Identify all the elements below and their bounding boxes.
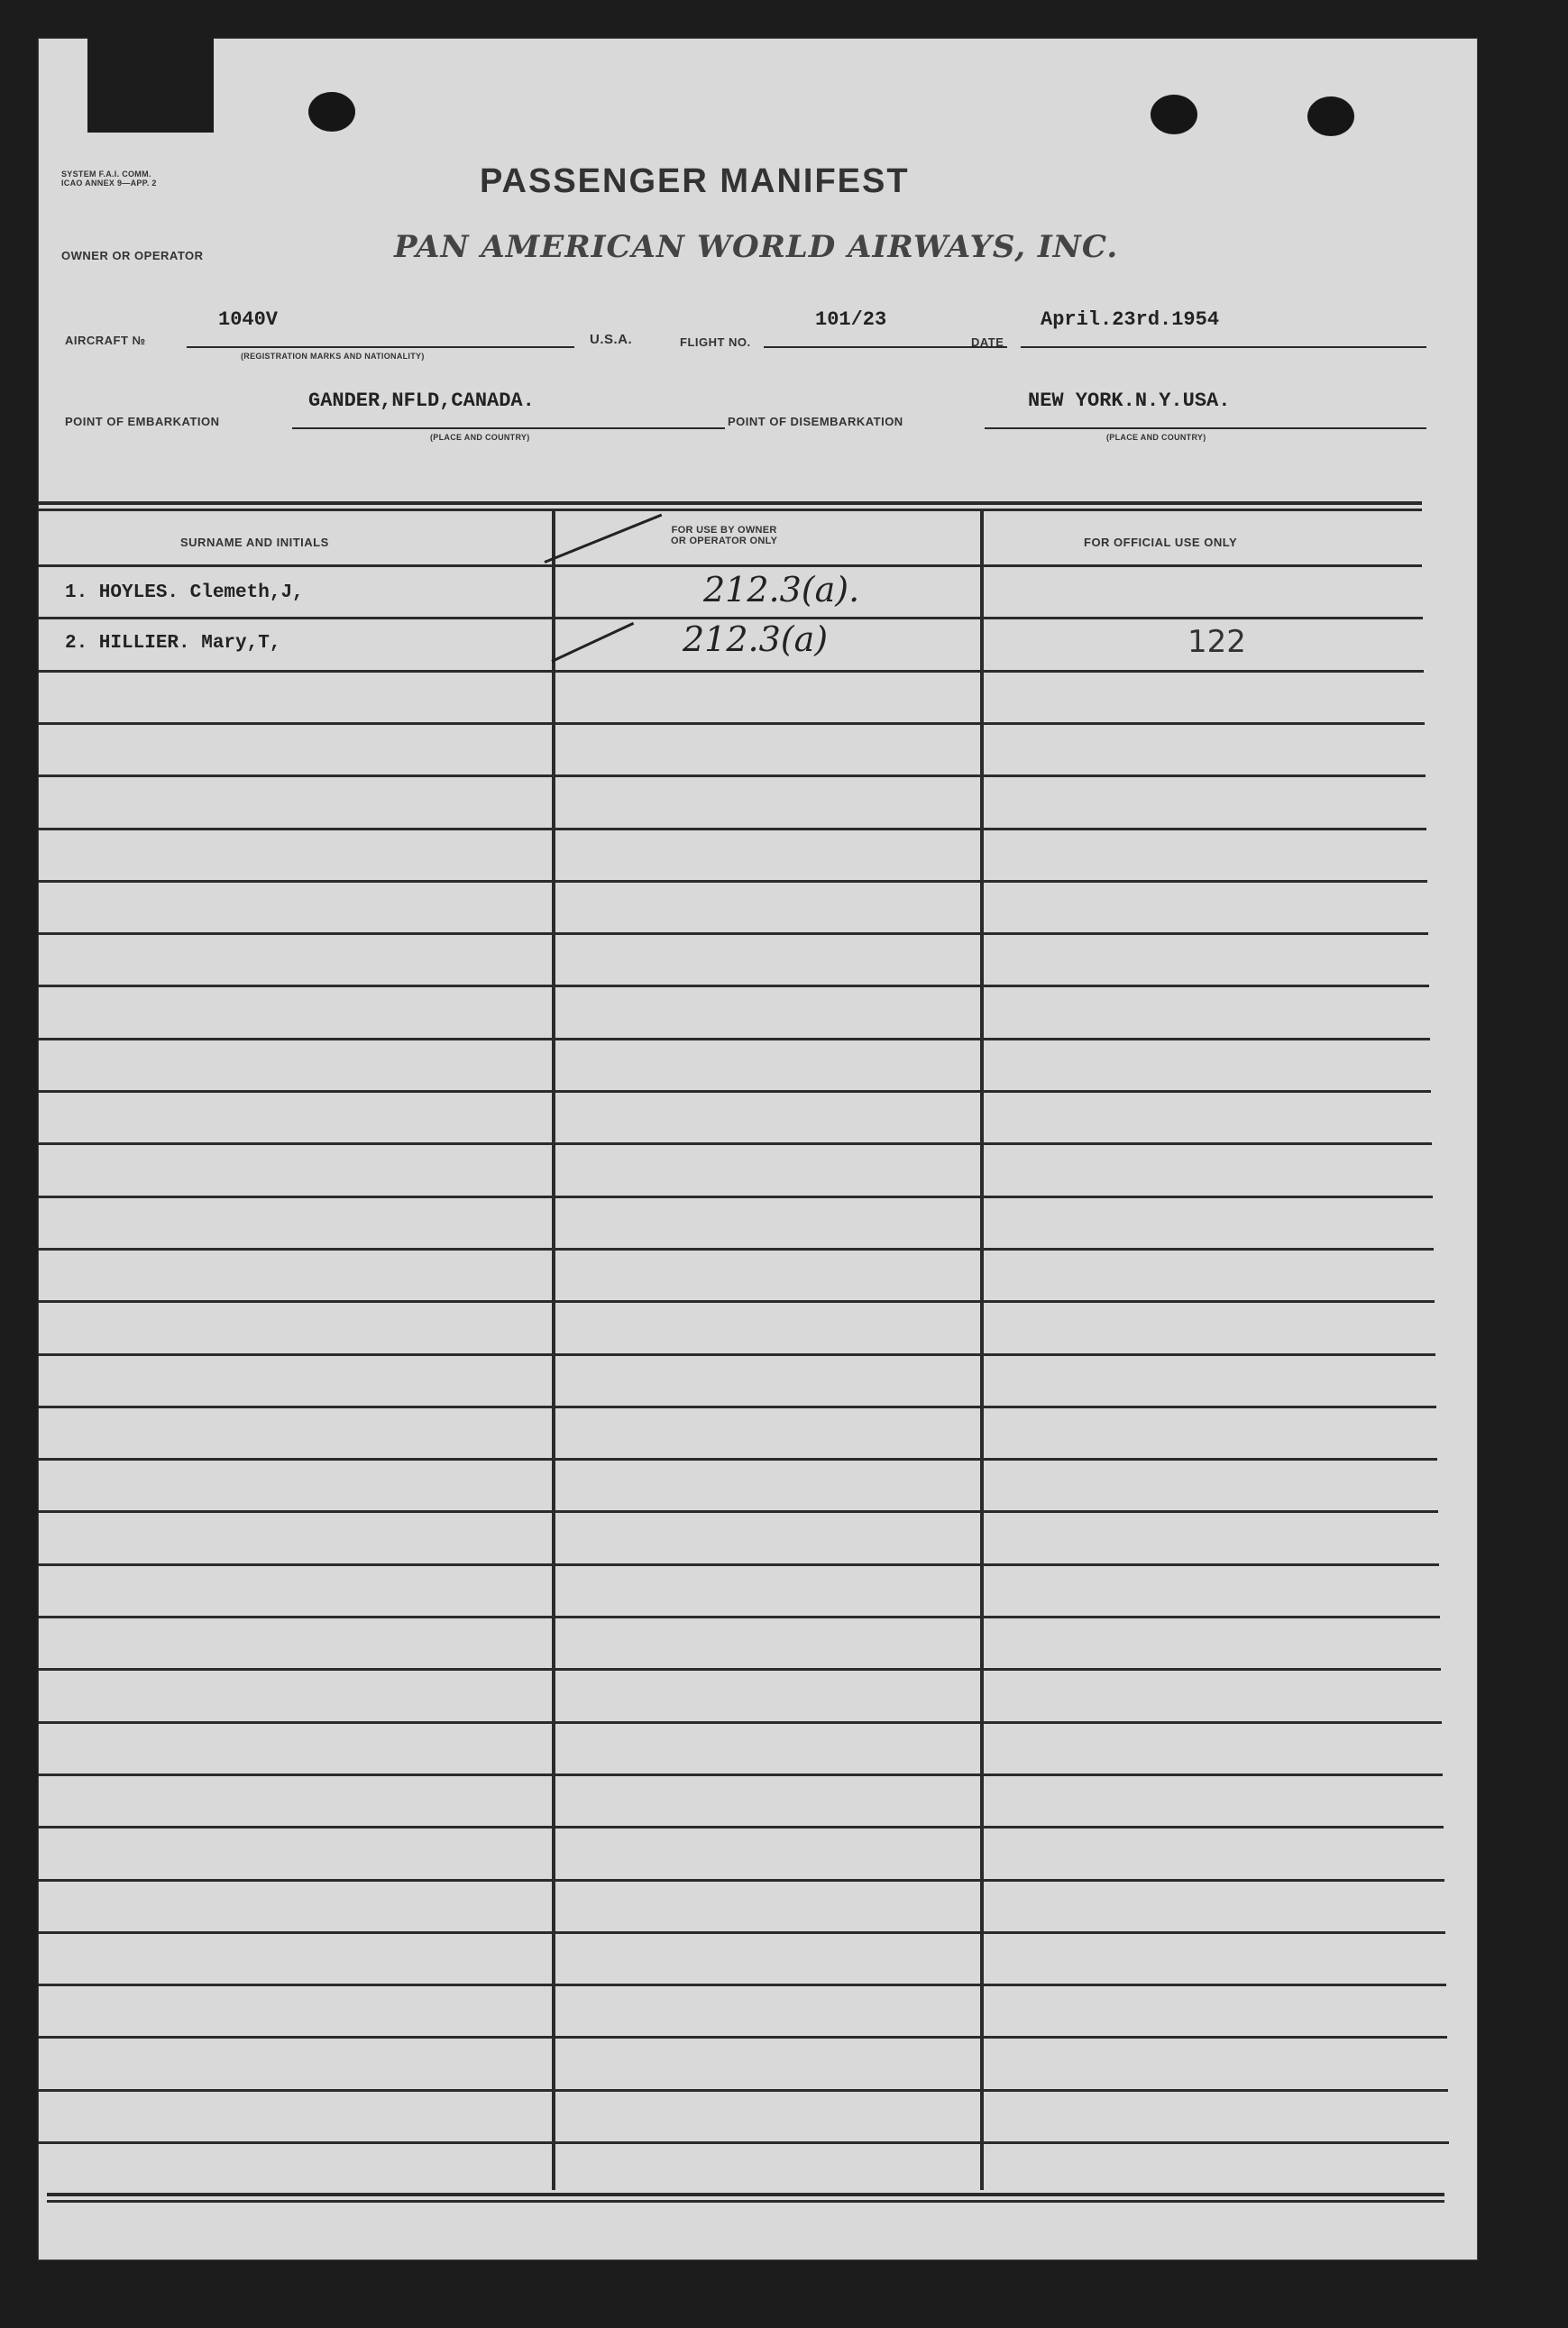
check-mark-2	[551, 622, 634, 663]
table-row-line	[38, 2141, 1449, 2144]
table-row-line	[38, 1300, 1435, 1303]
disembark-underline	[985, 427, 1426, 429]
table-row-line	[38, 1826, 1444, 1828]
table-row-line	[38, 985, 1429, 987]
embark-label: POINT OF EMBARKATION	[65, 415, 220, 428]
table-top-rule	[38, 501, 1422, 505]
table-row-line	[38, 1090, 1431, 1093]
table-row-line	[38, 774, 1426, 777]
table-row-line	[38, 828, 1426, 830]
col-header-official: FOR OFFICIAL USE ONLY	[1084, 536, 1238, 549]
manifest-page	[38, 38, 1478, 2260]
table-row-line	[38, 1563, 1439, 1566]
table-row-line	[38, 1142, 1432, 1145]
usa-label: U.S.A.	[590, 332, 633, 347]
aircraft-label: AIRCRAFT №	[65, 334, 146, 347]
table-row-line	[38, 1248, 1434, 1251]
passenger-name-2: 2. HILLIER. Mary,T,	[65, 633, 281, 654]
disembark-value: NEW YORK.N.Y.USA.	[1028, 390, 1231, 412]
table-row-line	[38, 1353, 1435, 1356]
table-row-line	[38, 2036, 1447, 2039]
col-header-operator-line2: OR OPERATOR ONLY	[671, 536, 778, 546]
table-row-line	[38, 1668, 1441, 1671]
table-row-line	[38, 2089, 1448, 2092]
punch-hole	[1151, 95, 1197, 134]
owner-label: OWNER OR OPERATOR	[61, 249, 204, 262]
table-row-line	[38, 1721, 1442, 1724]
punch-hole	[308, 92, 355, 132]
table-top-rule-2	[38, 509, 1422, 511]
embark-underline	[292, 427, 725, 429]
table-bottom-rule-2	[47, 2200, 1444, 2203]
table-row-line	[38, 1406, 1436, 1408]
aircraft-note: (REGISTRATION MARKS AND NATIONALITY)	[241, 352, 425, 361]
disembark-note: (PLACE AND COUNTRY)	[1106, 433, 1206, 442]
date-underline	[1021, 346, 1426, 348]
col-header-name: SURNAME AND INITIALS	[180, 536, 329, 549]
table-row-line	[38, 722, 1425, 725]
table-row-line	[38, 1616, 1440, 1618]
authority-line-1: SYSTEM F.A.I. COMM.	[61, 170, 151, 179]
table-row-line	[38, 1458, 1437, 1461]
flight-label: FLIGHT NO.	[680, 335, 751, 349]
table-bottom-rule	[47, 2193, 1444, 2196]
operator-note-2: 212.3(a)	[683, 619, 829, 659]
table-row-line	[38, 880, 1427, 883]
embark-note: (PLACE AND COUNTRY)	[430, 433, 530, 442]
check-mark-1	[544, 514, 662, 564]
table-row-line	[38, 1879, 1444, 1882]
date-value: April.23rd.1954	[1041, 308, 1220, 331]
col-header-operator	[671, 525, 777, 546]
table-row-line	[38, 670, 1424, 673]
operator-name: PAN AMERICAN WORLD AIRWAYS, INC.	[394, 229, 1119, 265]
disembark-label: POINT OF DISEMBARKATION	[728, 415, 903, 428]
table-row-line	[38, 1773, 1443, 1776]
authority-note	[61, 170, 224, 188]
table-row-line	[38, 1038, 1430, 1040]
table-row-line	[38, 1984, 1446, 1986]
official-value-2: 122	[1187, 624, 1246, 660]
table-row-line	[38, 564, 1422, 567]
col-header-operator-line1: FOR USE BY OWNER	[671, 525, 777, 536]
punch-hole	[1307, 96, 1354, 136]
column-divider-2	[980, 509, 984, 2190]
embark-value: GANDER,NFLD,CANADA.	[308, 390, 535, 412]
dark-corner-tab	[87, 38, 214, 133]
aircraft-value: 1040V	[218, 308, 279, 331]
passenger-name-1: 1. HOYLES. Clemeth,J,	[65, 582, 304, 603]
table-row-line	[38, 1931, 1445, 1934]
date-label: DATE	[971, 335, 1004, 349]
authority-line-2: ICAO ANNEX 9—APP. 2	[61, 179, 157, 188]
operator-note-1: 212.3(a).	[703, 570, 860, 609]
table-row-line	[38, 932, 1428, 935]
form-title: PASSENGER MANIFEST	[480, 162, 910, 200]
column-divider-1	[552, 509, 555, 2190]
table-row-line	[38, 1196, 1433, 1198]
table-row-line	[38, 1510, 1438, 1513]
aircraft-underline	[187, 346, 574, 348]
flight-value: 101/23	[815, 308, 887, 331]
